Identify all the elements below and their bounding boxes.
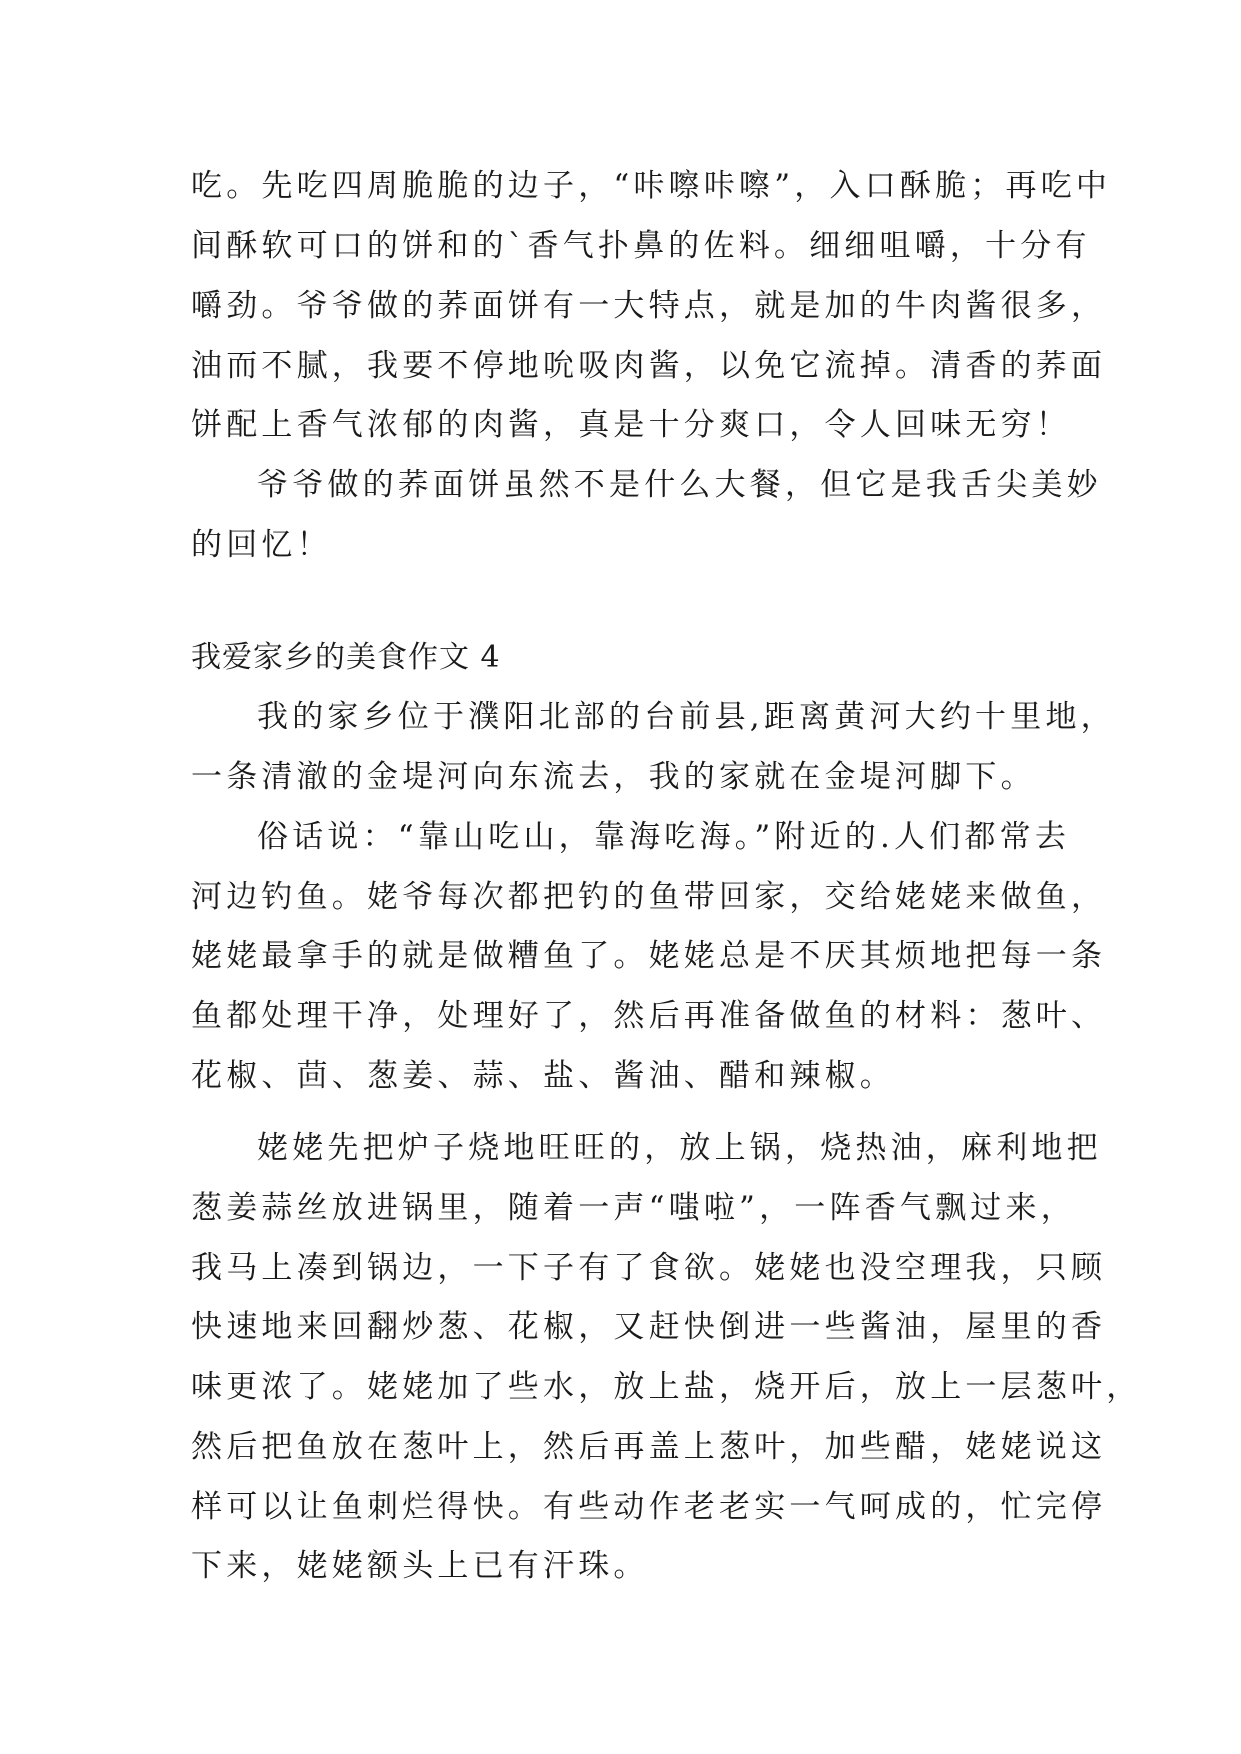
paragraph-line: 我的家乡位于濮阳北部的台前县,距离黄河大约十里地， [257, 699, 1116, 735]
paragraph-line: 嚼劲。爷爷做的荞面饼有一大特点，就是加的牛肉酱很多， [191, 288, 1107, 324]
paragraph-line: 吃。先吃四周脆脆的边子，“咔嚓咔嚓”，入口酥脆；再吃中 [191, 168, 1112, 204]
paragraph-line: 爷爷做的荞面饼虽然不是什么大餐，但它是我舌尖美妙 [257, 467, 1102, 503]
paragraph-line: 的回忆！ [191, 527, 332, 563]
paragraph-line: 花椒、茴、葱姜、蒜、盐、酱油、醋和辣椒。 [191, 1058, 895, 1094]
paragraph-line: 我马上凑到锅边，一下子有了食欲。姥姥也没空理我，只顾 [191, 1250, 1107, 1286]
paragraph-line: 间酥软可口的饼和的`香气扑鼻的佐料。细细咀嚼，十分有 [191, 228, 1091, 264]
paragraph-line: 鱼都处理干净，处理好了，然后再准备做鱼的材料：葱叶、 [191, 998, 1107, 1034]
paragraph-line: 姥姥最拿手的就是做糟鱼了。姥姥总是不厌其烦地把每一条 [191, 938, 1107, 974]
essay-heading: 我爱家乡的美食作文 4 [191, 640, 501, 675]
paragraph-line: 一条清澈的金堤河向东流去，我的家就在金堤河脚下。 [191, 759, 1036, 795]
paragraph-line: 葱姜蒜丝放进锅里，随着一声“嗤啦”，一阵香气飘过来， [191, 1190, 1076, 1226]
paragraph-line: 然后把鱼放在葱叶上，然后再盖上葱叶，加些醋，姥姥说这 [191, 1429, 1107, 1465]
paragraph-line: 下来，姥姥额头上已有汗珠。 [191, 1548, 649, 1584]
paragraph-line: 油而不腻，我要不停地吮吸肉酱，以免它流掉。清香的荞面 [191, 348, 1107, 384]
paragraph-line: 味更浓了。姥姥加了些水，放上盐，烧开后，放上一层葱叶， [191, 1369, 1142, 1405]
paragraph-line: 姥姥先把炉子烧地旺旺的，放上锅，烧热油，麻利地把 [257, 1130, 1102, 1166]
paragraph-line: 样可以让鱼刺烂得快。有些动作老老实一气呵成的，忙完停 [191, 1489, 1107, 1525]
paragraph-line: 饼配上香气浓郁的肉酱，真是十分爽口，令人回味无穷！ [191, 407, 1071, 443]
paragraph-line: 俗话说：“靠山吃山，靠海吃海。”附近的.人们都常去 [257, 819, 1071, 855]
paragraph-line: 快速地来回翻炒葱、花椒，又赶快倒进一些酱油，屋里的香 [191, 1309, 1107, 1345]
paragraph-line: 河边钓鱼。姥爷每次都把钓的鱼带回家，交给姥姥来做鱼， [191, 879, 1107, 915]
